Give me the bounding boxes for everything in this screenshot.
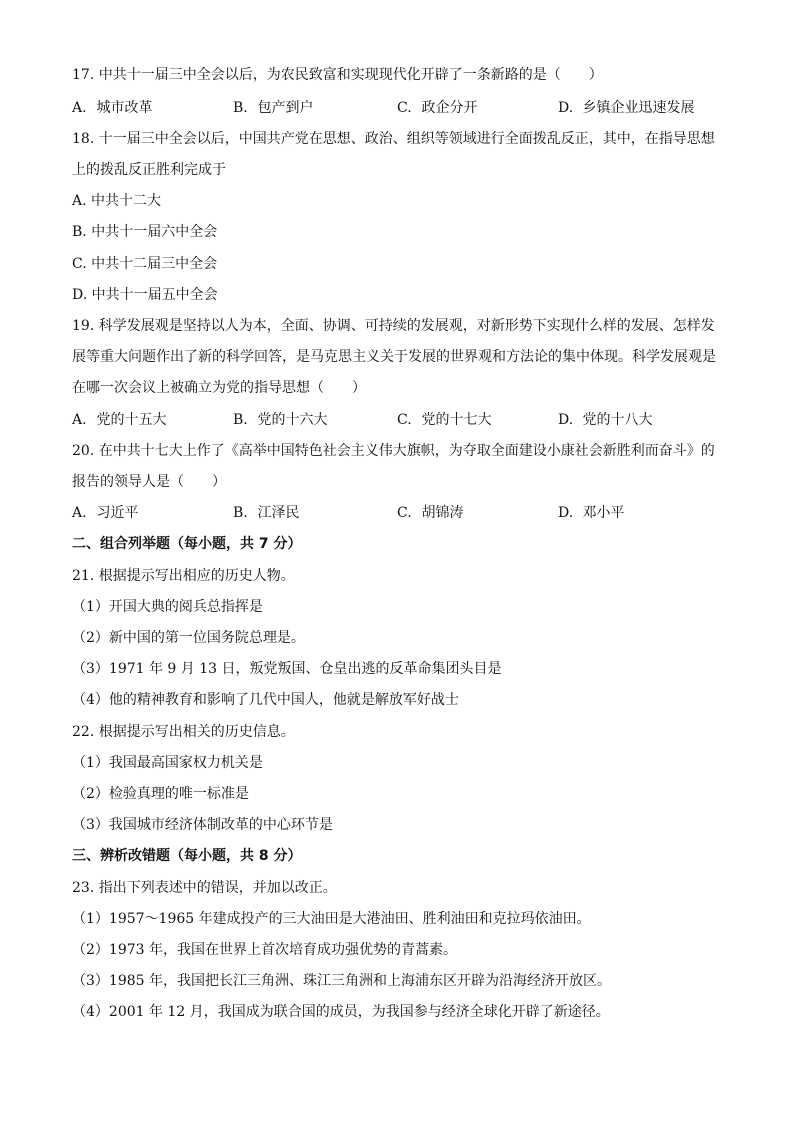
- q17-option-a[interactable]: [72, 97, 152, 119]
- option-key: C.: [397, 412, 412, 428]
- q23-item-2: （2）1973 年，我国在世界上首次培育成功强优势的青蒿素。: [72, 942, 457, 958]
- q21-item-1: （1）开国大典的阅兵总指挥是: [72, 599, 263, 615]
- q20-option-c[interactable]: [397, 502, 463, 524]
- q21-stem: 21. 根据提示写出相应的历史人物。: [72, 568, 295, 584]
- option-text: 城市改革: [96, 100, 153, 116]
- option-text: 中共十二届三中全会: [91, 256, 218, 272]
- option-text: 胡锦涛: [421, 505, 464, 521]
- q22-stem: 22. 根据提示写出相关的历史信息。: [72, 724, 295, 740]
- q23-item-4: （4）2001 年 12 月，我国成为联合国的成员，为我国参与经济全球化开辟了新途径。: [72, 1004, 610, 1020]
- option-key: A.: [72, 412, 87, 428]
- q19-options: [72, 409, 722, 431]
- option-key: B.: [72, 224, 87, 240]
- q18-option-c[interactable]: [72, 253, 722, 275]
- q20-option-a[interactable]: [72, 502, 138, 524]
- option-text: 中共十一届五中全会: [91, 287, 218, 303]
- option-key: D.: [558, 100, 574, 116]
- q19-stem-line-2: 展等重大问题作出了新的科学回答，是马克思主义关于发展的世界观和方法论的集中体现。科学发展观是: [72, 349, 716, 365]
- option-text: 党的十八大: [582, 412, 653, 428]
- option-text: 政企分开: [421, 100, 478, 116]
- option-text: 邓小平: [582, 505, 625, 521]
- option-key: B.: [233, 412, 248, 428]
- option-text: 党的十七大: [421, 412, 492, 428]
- q18-stem-line-1: 18. 十一届三中全会以后，中国共产党在思想、政治、组织等领域进行全面拨乱反正，其中，在指导思想: [72, 131, 715, 147]
- section-3-heading: 三、辨析改错题（每小题，共 8 分）: [72, 848, 302, 864]
- q23-stem: 23. 指出下列表述中的错误，并加以改正。: [72, 880, 337, 896]
- q19-option-b[interactable]: [233, 409, 327, 431]
- q21-item-3: （3）1971 年 9 月 13 日，叛党叛国、仓皇出逃的反革命集团头目是: [72, 661, 502, 677]
- option-key: D.: [72, 287, 88, 303]
- q22-item-3: （3）我国城市经济体制改革的中心环节是: [72, 817, 333, 833]
- q18-option-d[interactable]: [72, 284, 722, 306]
- q20-stem-line-2: 报告的领导人是（ ）: [72, 474, 226, 490]
- option-text: 中共十一届六中全会: [91, 224, 218, 240]
- q19-stem-line-1: 19. 科学发展观是坚持以人为本，全面、协调、可持续的发展观，对新形势下实现什么样的发展、怎样发: [72, 318, 715, 334]
- q18-stem-line-2: 上的拨乱反正胜利完成于: [72, 162, 226, 178]
- q20-option-d[interactable]: [558, 502, 624, 524]
- q17-option-c[interactable]: [397, 97, 477, 119]
- option-key: C.: [72, 256, 87, 272]
- q23-item-1: （1）1957～1965 年建成投产的三大油田是大港油田、胜利油田和克拉玛依油田。: [72, 911, 591, 927]
- q19-stem-line-3: 在哪一次会议上被确立为党的指导思想（ ）: [72, 380, 366, 396]
- option-text: 习近平: [96, 505, 139, 521]
- q19-option-c[interactable]: [397, 409, 491, 431]
- q22-item-2: （2）检验真理的唯一标准是: [72, 786, 249, 802]
- q19-option-a[interactable]: [72, 409, 166, 431]
- option-key: C.: [397, 505, 412, 521]
- option-text: 乡镇企业迅速发展: [582, 100, 695, 116]
- q18-option-b[interactable]: [72, 221, 722, 243]
- q20-option-b[interactable]: [233, 502, 299, 524]
- q17-options: [72, 97, 722, 119]
- option-key: B.: [233, 505, 248, 521]
- option-key: D.: [558, 412, 574, 428]
- q20-stem-line-1: 20. 在中共十七大上作了《高举中国特色社会主义伟大旗帜，为夺取全面建设小康社会新胜利而奋斗》的: [72, 443, 715, 459]
- q23-item-3: （3）1985 年，我国把长江三角洲、珠江三角洲和上海浦东区开辟为沿海经济开放区。: [72, 973, 611, 989]
- option-text: 党的十六大: [257, 412, 328, 428]
- option-text: 党的十五大: [96, 412, 167, 428]
- q17-option-b[interactable]: [233, 97, 313, 119]
- option-text: 江泽民: [257, 505, 300, 521]
- q21-item-4: （4）他的精神教育和影响了几代中国人，他就是解放军好战士: [72, 692, 459, 708]
- q19-option-d[interactable]: [558, 409, 652, 431]
- option-key: D.: [558, 505, 574, 521]
- section-2-heading: 二、组合列举题（每小题，共 7 分）: [72, 536, 302, 552]
- q17-stem: 17. 中共十一届三中全会以后，为农民致富和实现现代化开辟了一条新路的是（ ）: [72, 67, 603, 83]
- option-key: B.: [233, 100, 248, 116]
- q17-option-d[interactable]: [558, 97, 694, 119]
- option-key: C.: [397, 100, 412, 116]
- q22-item-1: （1）我国最高国家权力机关是: [72, 755, 263, 771]
- option-key: A.: [72, 505, 87, 521]
- q20-options: [72, 502, 722, 524]
- q21-item-2: （2）新中国的第一位国务院总理是。: [72, 630, 305, 646]
- option-text: 中共十二大: [91, 193, 162, 209]
- option-key: A.: [72, 193, 87, 209]
- option-key: A.: [72, 100, 87, 116]
- q18-option-a[interactable]: [72, 190, 722, 212]
- option-text: 包产到户: [257, 100, 314, 116]
